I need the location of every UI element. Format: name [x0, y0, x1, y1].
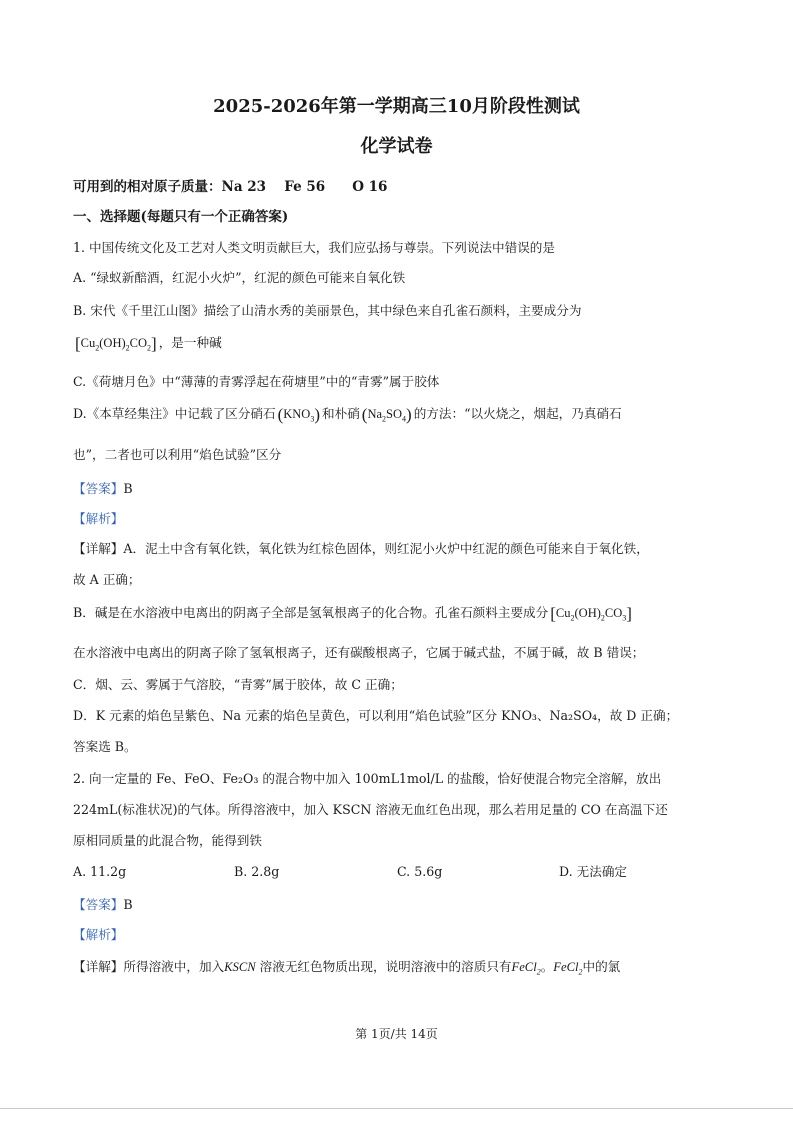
- answer-tag: 【答案】: [73, 481, 124, 496]
- q1-detail-1: 【详解】A．泥土中含有氧化铁，氧化铁为红棕色固体，则红泥小火炉中红泥的颜色可能来自于氧化铁，: [73, 541, 649, 556]
- q1-analysis-tag: 【解析】: [73, 511, 124, 526]
- page-divider: [0, 1108, 793, 1109]
- q1-option-a: A. “绿蚁新醅酒，红泥小火炉”，红泥的颜色可能来自氧化铁: [73, 270, 406, 285]
- q2-analysis-tag: 【解析】: [73, 927, 124, 942]
- q1-detail-3: B．碱是在水溶液中电离出的阴离子全部是氢氧根离子的化合物。孔雀石颜料主要成分 $[Cu_2(OH)_2CO_3]$: [73, 604, 715, 628]
- malachite-formula-2: $[Cu_2(OH)_2CO_3]$: [550, 604, 632, 623]
- q2-answer: 【答案】B: [73, 897, 133, 912]
- exam-subtitle: 化学试卷: [360, 136, 433, 157]
- q1-detail-7: 答案选 B。: [73, 739, 137, 754]
- q2-option-c: C. 5.6g: [397, 864, 443, 879]
- q1-option-d-cont: 也”，二者也可以利用“焰色试验”区分: [73, 447, 282, 462]
- page-footer: 第 1页/共 14页: [355, 1027, 438, 1041]
- q1-answer: 【答案】B: [73, 481, 133, 496]
- q2-stem-2: 224mL(标准状况)的气体。所得溶液中，加入 KSCN 溶液无血红色出现，那么若用足量的 CO 在高温下还: [73, 802, 668, 817]
- q1-detail-5: C．烟、云、雾属于气溶胶，“青雾”属于胶体，故 C 正确；: [73, 677, 403, 692]
- kno3-formula: $(KNO_3)$: [277, 405, 320, 424]
- q1-option-d: D.《本草经集注》中记载了区分硝石 $(KNO_3)$ 和朴硝 $(Na_2SO_4)$ 的方法：“以火烧之，烟起，乃真硝石: [73, 405, 715, 429]
- q2-stem-3: 原相同质量的此混合物，能得到铁: [73, 833, 262, 848]
- exam-title: 2025-2026年第一学期高三10月阶段性测试: [213, 96, 580, 117]
- q1-detail-2: 故 A 正确；: [73, 572, 141, 587]
- q1-detail-6: D．K 元素的焰色呈紫色、Na 元素的焰色呈黄色，可以利用“焰色试验”区分 KNO₃、Na₂SO₄，故 D 正确；: [73, 708, 679, 723]
- q2-option-d: D. 无法确定: [559, 864, 628, 879]
- atomic-mass-line: 可用到的相对原子质量：Na 23 Fe 56 O 16: [73, 179, 388, 195]
- q2-option-a: A. 11.2g: [73, 864, 127, 879]
- q1-option-c: C.《荷塘月色》中“薄薄的青雾浮起在荷塘里”中的“青雾”属于胶体: [73, 374, 440, 389]
- section-heading: 一、选择题(每题只有一个正确答案): [73, 209, 289, 225]
- q1-stem: 1. 中国传统文化及工艺对人类文明贡献巨大，我们应弘扬与尊崇。下列说法中错误的是: [73, 240, 555, 255]
- q1-option-b-formula-line: $[Cu_2(OH)_2CO_2]$ ，是一种碱: [73, 334, 715, 358]
- answer-tag: 【答案】: [73, 897, 124, 912]
- q1-option-b: B. 宋代《千里江山图》描绘了山清水秀的美丽景色，其中绿色来自孔雀石颜料，主要成分为: [73, 303, 582, 318]
- q2-stem-1: 2. 向一定量的 Fe、FeO、Fe₂O₃ 的混合物中加入 100mL1mol/L 的盐酸，恰好使混合物完全溶解，放出: [73, 771, 662, 786]
- malachite-formula: $[Cu_2(OH)_2CO_2]$: [75, 334, 157, 353]
- q2-option-b: B. 2.8g: [234, 864, 280, 879]
- q1-detail-4: 在水溶液中电离出的阴离子除了氢氧根离子，还有碳酸根离子，它属于碱式盐，不属于碱，故 B 错误；: [73, 645, 645, 660]
- na2so4-formula: $(Na_2SO_4)$: [361, 405, 412, 424]
- q2-detail-1: 【详解】所得溶液中，加入KSCN 溶液无红色物质出现，说明溶液中的溶质只有FeCl$_2$。FeCl$_2$中的氯: [73, 959, 621, 977]
